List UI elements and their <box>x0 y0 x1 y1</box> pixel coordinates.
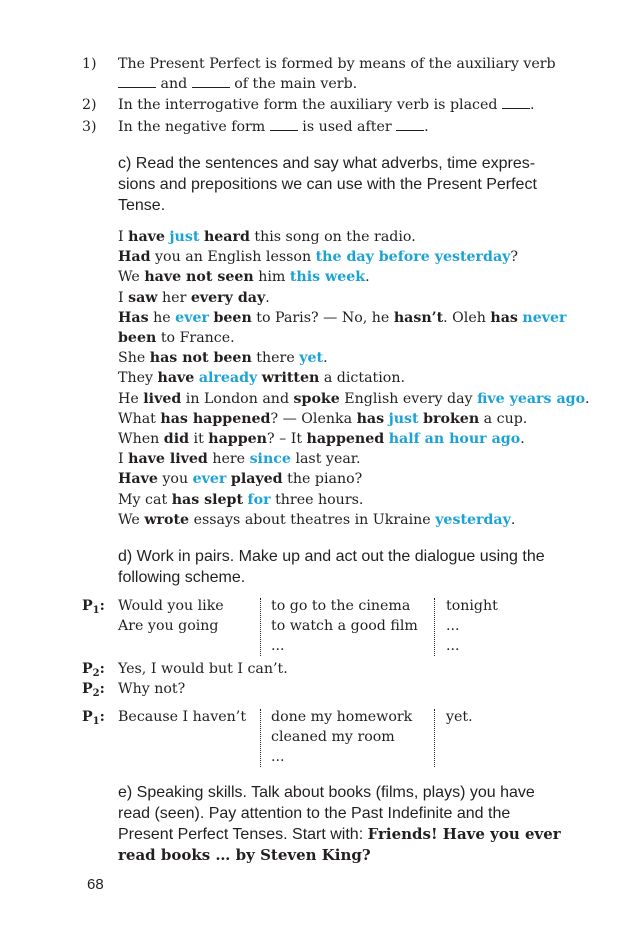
scheme-cell: ... <box>271 638 285 654</box>
sentence-1: I have just heard this song on the radio. <box>118 229 416 245</box>
dialogue-replies <box>82 659 602 699</box>
rule-text: The Present Perfect is formed by means of the auxiliary verb <box>118 56 556 72</box>
task-c-instruction <box>118 153 582 216</box>
instruction-line: e) Speaking skills. Talk about books (films, plays) you have <box>118 784 535 801</box>
instruction-line: read (seen). Pay attention to the Past Indefinite and the <box>118 805 511 822</box>
blank <box>192 74 230 88</box>
rule-text: is used after <box>302 118 392 135</box>
dialogue-row <box>82 659 602 679</box>
dialogue-row <box>82 616 602 636</box>
blank <box>502 95 530 109</box>
sentence-6: She has not been there yet. <box>118 350 328 367</box>
dialogue-row <box>82 636 602 656</box>
scheme-cell: Yes, I would but I can’t. <box>118 661 288 677</box>
rule-text: In the interrogative form the auxiliary verb is placed <box>118 97 498 114</box>
blank <box>118 74 156 88</box>
instruction-line: Present Perfect Tenses. Start with: Friends! Have you ever <box>118 825 561 843</box>
blank <box>270 117 298 131</box>
instruction-line: following scheme. <box>118 569 246 586</box>
sentence-12: Have you ever played the piano? <box>118 471 363 488</box>
sentence-9: What has happened? — Olenka has just broken a cup. <box>118 410 528 427</box>
scheme-cell: Would you like <box>118 598 224 614</box>
rule-3 <box>82 117 582 137</box>
dialogue-row <box>82 596 602 616</box>
sentence-7: They have already written a dictation. <box>118 370 405 387</box>
page-number: 68 <box>87 876 104 893</box>
rule-2 <box>82 95 582 115</box>
dialogue-row <box>82 747 602 767</box>
rule-text: of the main verb. <box>234 76 358 93</box>
instruction-line: c) Read the sentences and say what adverbs, time expres- <box>118 155 536 172</box>
sentence-2: Had you an English lesson the day before yesterday? <box>118 249 518 266</box>
sentence-5: Has he ever been to Paris? — No, he hasn’t. Oleh has never <box>118 309 567 326</box>
rule-text: and <box>160 76 188 93</box>
rule-text: . <box>529 97 535 114</box>
scheme-cell: to go to the cinema <box>271 598 411 614</box>
instruction-line: sions and prepositions we can use with the Present Perfect <box>118 176 537 193</box>
sentence-3: We have not seen him this week. <box>118 269 370 286</box>
scheme-cell: tonight <box>446 598 498 614</box>
dialogue-row <box>82 727 602 747</box>
scheme-cell: Because I haven’t <box>118 709 247 725</box>
sentence-13: My cat has slept for three hours. <box>118 491 364 508</box>
rule-text: . <box>424 118 429 135</box>
scheme-cell: ... <box>446 618 460 634</box>
example-sentences <box>118 227 588 530</box>
speaker-p2: $P_2$: <box>82 661 105 679</box>
instruction-line: Tense. <box>118 197 166 214</box>
sentence-4: I saw her every day. <box>118 289 270 306</box>
scheme-cell: ... <box>271 749 285 765</box>
dialogue-scheme-2 <box>82 707 602 767</box>
task-d-instruction <box>118 546 582 588</box>
column-divider <box>260 598 261 656</box>
task-e-instruction <box>118 782 582 866</box>
speaker-p1: $P_1$: <box>82 709 105 727</box>
scheme-cell: Are you going <box>118 618 219 634</box>
sentence-14: We wrote essays about theatres in Ukraine yesterday. <box>118 511 516 528</box>
rule-number: 2) <box>82 97 97 114</box>
scheme-cell: Why not? <box>118 681 186 697</box>
instruction-line: read books … by Steven King? <box>118 846 371 864</box>
dialogue-row <box>82 679 602 699</box>
rule-number: 3) <box>82 118 97 135</box>
rules-list <box>82 54 582 138</box>
column-divider <box>260 709 261 767</box>
speaker-p1: $P_1$: <box>82 598 105 616</box>
column-divider <box>434 709 435 767</box>
sentence-8: He lived in London and spoke English every day five years ago. <box>118 390 590 407</box>
rule-number: 1) <box>82 56 97 72</box>
scheme-cell: cleaned my room <box>271 729 395 745</box>
blank <box>396 117 424 131</box>
column-divider <box>434 598 435 656</box>
rule-text: In the negative form <box>118 118 266 135</box>
dialogue-scheme-1 <box>82 596 602 656</box>
rule-1 <box>82 54 582 94</box>
sentence-11: I have lived here since last year. <box>118 451 361 468</box>
scheme-cell: ... <box>446 638 460 654</box>
scheme-cell: to watch a good film <box>271 618 418 634</box>
instruction-line: d) Work in pairs. Make up and act out the dialogue using the <box>118 548 545 565</box>
scheme-cell: done my homework <box>271 709 413 725</box>
sentence-10: When did it happen? – It happened half an hour ago. <box>118 431 525 448</box>
sentence-5-cont: been to France. <box>118 330 235 347</box>
scheme-cell: yet. <box>446 709 473 725</box>
speaker-p2: $P_2$: <box>82 681 105 699</box>
dialogue-row <box>82 707 602 727</box>
